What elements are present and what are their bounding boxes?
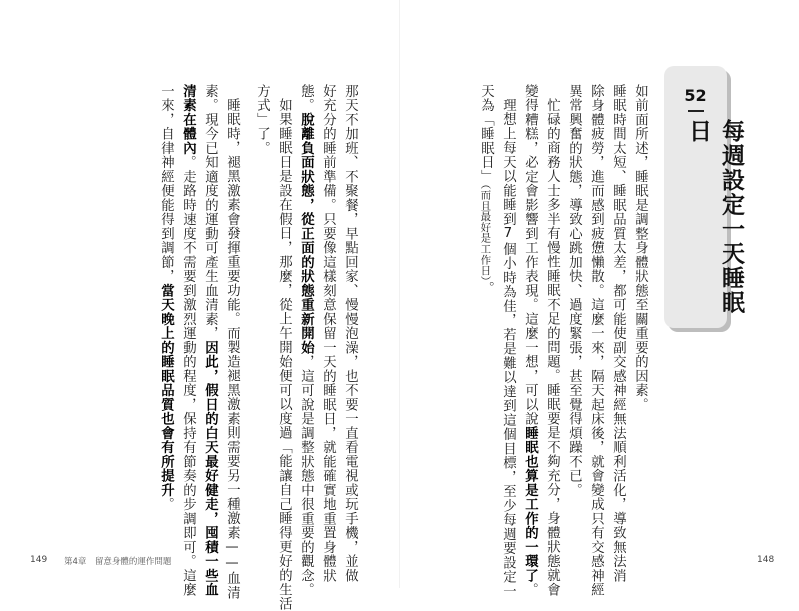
emphasis-text: 睡眠也算是工作的一環了: [522, 426, 538, 583]
paragraph-line: [181, 84, 194, 597]
text-run: 。: [522, 582, 538, 597]
paragraph-line: [203, 84, 216, 597]
paragraph-line: 如果睡眠日是設在假日，那麼，從上午開始便可以度過「能讓自己睡得更好的生活: [276, 98, 292, 611]
paragraph-line: 好充分的睡前準備。只要像這樣刻意保留一天的睡眠日，就能確實地重置身體狀: [320, 84, 336, 583]
paragraph-line: [479, 84, 492, 296]
paragraph-line: 異常興奮的狀態，導致心跳加快、過度緊張，甚至覺得煩躁不已。: [566, 84, 582, 498]
right-page-number: 148: [757, 555, 775, 565]
text-run: 。: [158, 497, 174, 512]
parenthetical-note: （而且最好是工作日）: [479, 183, 492, 282]
paragraph-line: 除身體疲勞，進而感到疲憊懶散。這麼一來，隔天起床後，就會變成只有交感神經: [588, 84, 604, 597]
text-run: 一來，自律神經便能得到調節，: [158, 84, 174, 284]
text-run: 變得糟糕，必定會影響到工作表現。這麼一想，可以說: [522, 84, 538, 426]
text-run: ，這可說是調整狀態中很重要的觀念。: [298, 354, 314, 597]
paragraph-line: [523, 84, 536, 597]
emphasis-text: 當天晚上的睡眠品質也會有所提升: [158, 283, 174, 498]
emphasis-text: 脫離負面狀態，從正面的狀態重新開始: [298, 112, 314, 355]
text-run: 。走路時速度不需要到激烈運動的程度，保持有節奏的步調即可。這麼: [180, 155, 196, 597]
emphasis-text: 因此，假日的白天最好健走，囤積一些血: [202, 340, 218, 597]
paragraph-line: 睡眠時間太短、睡眠品質太差，都可能使副交感神經無法順利活化，導致無法消: [610, 84, 626, 583]
chapter-number: 52: [684, 86, 707, 105]
text-run: 天為「睡眠日」: [478, 84, 494, 184]
paragraph-line: 忙碌的商務人士多半有慢性睡眠不足的問題。睡眠要是不夠充分，身體狀態就會: [544, 98, 560, 597]
paragraph-line: 方式」了。: [254, 84, 270, 156]
chapter-title-box: [664, 66, 744, 328]
paragraph-line: 那天不加班、不聚餐，早點回家、慢慢泡澡，也不要一直看電視或玩手機，並做: [342, 84, 358, 583]
page-gutter: [399, 0, 400, 588]
text-run: 。: [478, 281, 494, 296]
paragraph-line: 如前面所述，睡眠是調整身體狀態至關重要的因素。: [632, 84, 648, 412]
left-page-number: 149: [30, 555, 48, 565]
paragraph-line: 理想上每天以能睡到7個小時為佳，若是難以達到這個目標，至少每週要設定一: [500, 98, 516, 599]
text-run: 素。現今已知適度的運動可產生血清素，: [202, 84, 218, 341]
text-run: 態。: [298, 84, 314, 113]
chapter-rule: [688, 110, 704, 112]
paragraph-line: [299, 84, 312, 597]
paragraph-line: [159, 84, 172, 512]
emphasis-text: 清素在體內: [180, 84, 196, 156]
running-head: 第4章 留意身體的運作問題: [64, 557, 172, 567]
chapter-title: 每週設定一天睡眠日: [685, 119, 744, 315]
paragraph-line: 睡眠時，褪黑激素會發揮重要功能。而製造褪黑激素則需要另一種激素——血清: [224, 98, 240, 600]
